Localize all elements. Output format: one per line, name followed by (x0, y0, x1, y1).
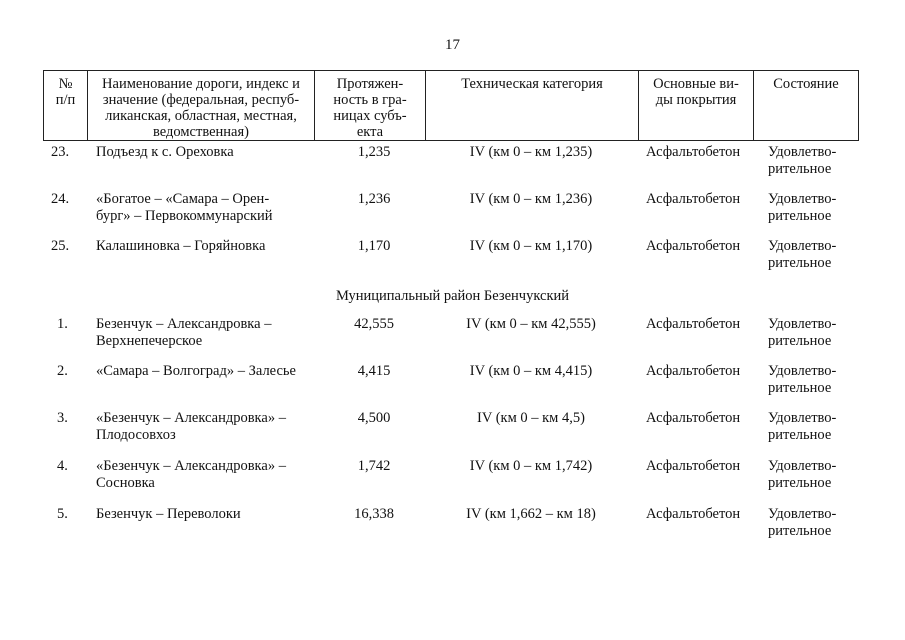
header-num: № п/п (55, 76, 76, 108)
row-num: 24. (51, 191, 70, 207)
road-category: IV (км 1,662 – км 18) (466, 506, 596, 522)
road-surface: Асфальтобетон (646, 506, 741, 522)
road-surface: Асфальтобетон (646, 191, 741, 207)
road-category: IV (км 0 – км 1,170) (469, 238, 593, 254)
road-surface: Асфальтобетон (646, 144, 741, 160)
header-surface: Основные ви- ды покрытия (653, 76, 739, 108)
road-name: Безенчук – Переволоки (96, 506, 241, 522)
header-category: Техническая категория (461, 76, 603, 92)
table-header (43, 70, 859, 141)
header-road-name: Наименование дороги, индекс и значение (федеральная, респуб- ликанская, областная, местная, ведомственная) (102, 76, 300, 140)
road-state: Удовлетво- рительное (768, 506, 837, 539)
road-name: Подъезд к с. Ореховка (96, 144, 234, 160)
road-length: 1,742 (357, 458, 391, 474)
road-length: 42,555 (354, 316, 394, 332)
road-state: Удовлетво- рительное (768, 238, 837, 271)
road-length: 1,236 (357, 191, 391, 207)
road-state: Удовлетво- рительное (768, 316, 837, 349)
header-state: Состояние (773, 76, 839, 92)
header-length: Протяжен- ность в гра- ницах субъ- екта (333, 76, 407, 140)
road-surface: Асфальтобетон (646, 316, 741, 332)
road-name: «Безенчук – Александровка» – Плодосовхоз (96, 410, 286, 443)
road-length: 1,170 (357, 238, 391, 254)
road-category: IV (км 0 – км 1,235) (469, 144, 593, 160)
page-number: 17 (445, 37, 460, 53)
road-category: IV (км 0 – км 4,5) (477, 410, 585, 426)
road-state: Удовлетво- рительное (768, 191, 837, 224)
road-state: Удовлетво- рительное (768, 144, 837, 177)
road-category: IV (км 0 – км 1,742) (469, 458, 593, 474)
road-length: 4,500 (357, 410, 391, 426)
row-num: 23. (51, 144, 70, 160)
road-name: «Самара – Волгоград» – Залесье (96, 363, 296, 379)
row-num: 25. (51, 238, 70, 254)
road-name: Безенчук – Александровка – Верхнепечерское (96, 316, 272, 349)
road-length: 16,338 (354, 506, 394, 522)
road-surface: Асфальтобетон (646, 410, 741, 426)
road-surface: Асфальтобетон (646, 363, 741, 379)
road-category: IV (км 0 – км 42,555) (466, 316, 596, 332)
road-category: IV (км 0 – км 1,236) (469, 191, 593, 207)
row-num: 3. (57, 410, 68, 426)
road-name: Калашиновка – Горяйновка (96, 238, 266, 254)
road-length: 4,415 (357, 363, 391, 379)
road-surface: Асфальтобетон (646, 458, 741, 474)
row-num: 2. (57, 363, 68, 379)
row-num: 5. (57, 506, 68, 522)
road-category: IV (км 0 – км 4,415) (469, 363, 593, 379)
road-state: Удовлетво- рительное (768, 410, 837, 443)
row-num: 1. (57, 316, 68, 332)
road-length: 1,235 (357, 144, 391, 160)
road-state: Удовлетво- рительное (768, 458, 837, 491)
section-title: Муниципальный район Безенчукский (335, 288, 570, 304)
row-num: 4. (57, 458, 68, 474)
road-name: «Безенчук – Александровка» – Сосновка (96, 458, 286, 491)
road-name: «Богатое – «Самара – Орен- бург» – Первокоммунарский (96, 191, 273, 224)
road-surface: Асфальтобетон (646, 238, 741, 254)
road-state: Удовлетво- рительное (768, 363, 837, 396)
